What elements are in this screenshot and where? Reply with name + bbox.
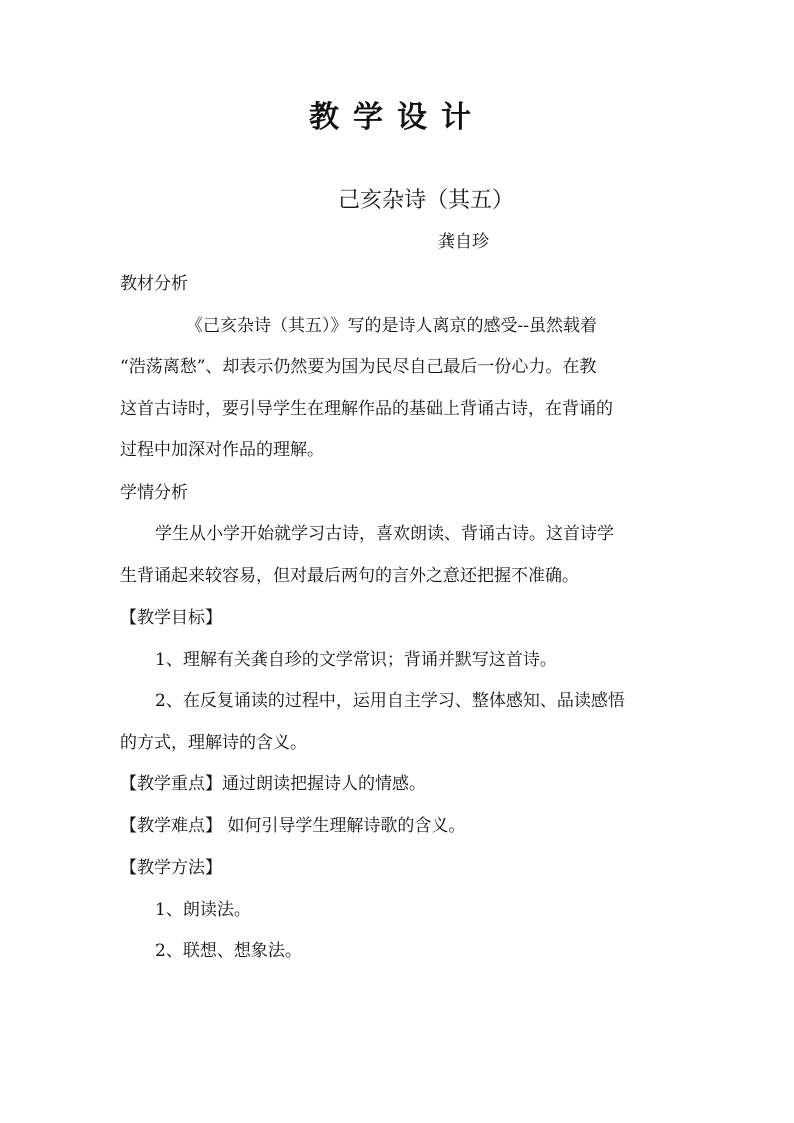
objective-item: 1、理解有关龚自珍的文学常识；背诵并默写这首诗。 [155, 650, 557, 670]
key-points-text: 通过朗读把握诗人的情感。 [222, 774, 426, 794]
material-analysis-line: “浩荡离愁”、却表示仍然要为国为民尽自己最后一份心力。在教 [120, 357, 597, 377]
key-points-line [120, 772, 426, 796]
difficulties-heading: 【教学难点】 [120, 816, 222, 836]
method-item: 1、朗读法。 [155, 900, 251, 920]
poem-title: 己亥杂诗（其五） [338, 188, 515, 213]
objectives-heading: 【教学目标】 [120, 608, 222, 628]
student-analysis-heading: 学情分析 [120, 483, 188, 503]
difficulties-line [120, 814, 465, 838]
student-analysis-line: 生背诵起来较容易，但对最后两句的言外之意还把握不准确。 [120, 566, 579, 586]
material-analysis-line: 《己亥杂诗（其五）》写的是诗人离京的感受--虽然载着 [186, 316, 597, 336]
poem-author: 龚自珍 [438, 232, 489, 252]
difficulties-text: 如何引导学生理解诗歌的含义。 [222, 816, 466, 836]
document-title: 教学设计 [309, 100, 485, 135]
key-points-heading: 【教学重点】 [120, 774, 222, 794]
material-analysis-line: 过程中加深对作品的理解。 [120, 440, 324, 460]
material-analysis-line: 这首古诗时，要引导学生在理解作品的基础上背诵古诗，在背诵的 [120, 399, 613, 419]
objective-item: 2、在反复诵读的过程中，运用自主学习、整体感知、品读感悟 [155, 691, 625, 711]
method-item: 2、联想、想象法。 [155, 941, 302, 961]
methods-heading: 【教学方法】 [120, 858, 222, 878]
student-analysis-line: 学生从小学开始就学习古诗，喜欢朗读、背诵古诗。这首诗学 [155, 524, 614, 544]
objective-item-continued: 的方式，理解诗的含义。 [120, 733, 307, 753]
material-analysis-heading: 教材分析 [120, 274, 188, 294]
